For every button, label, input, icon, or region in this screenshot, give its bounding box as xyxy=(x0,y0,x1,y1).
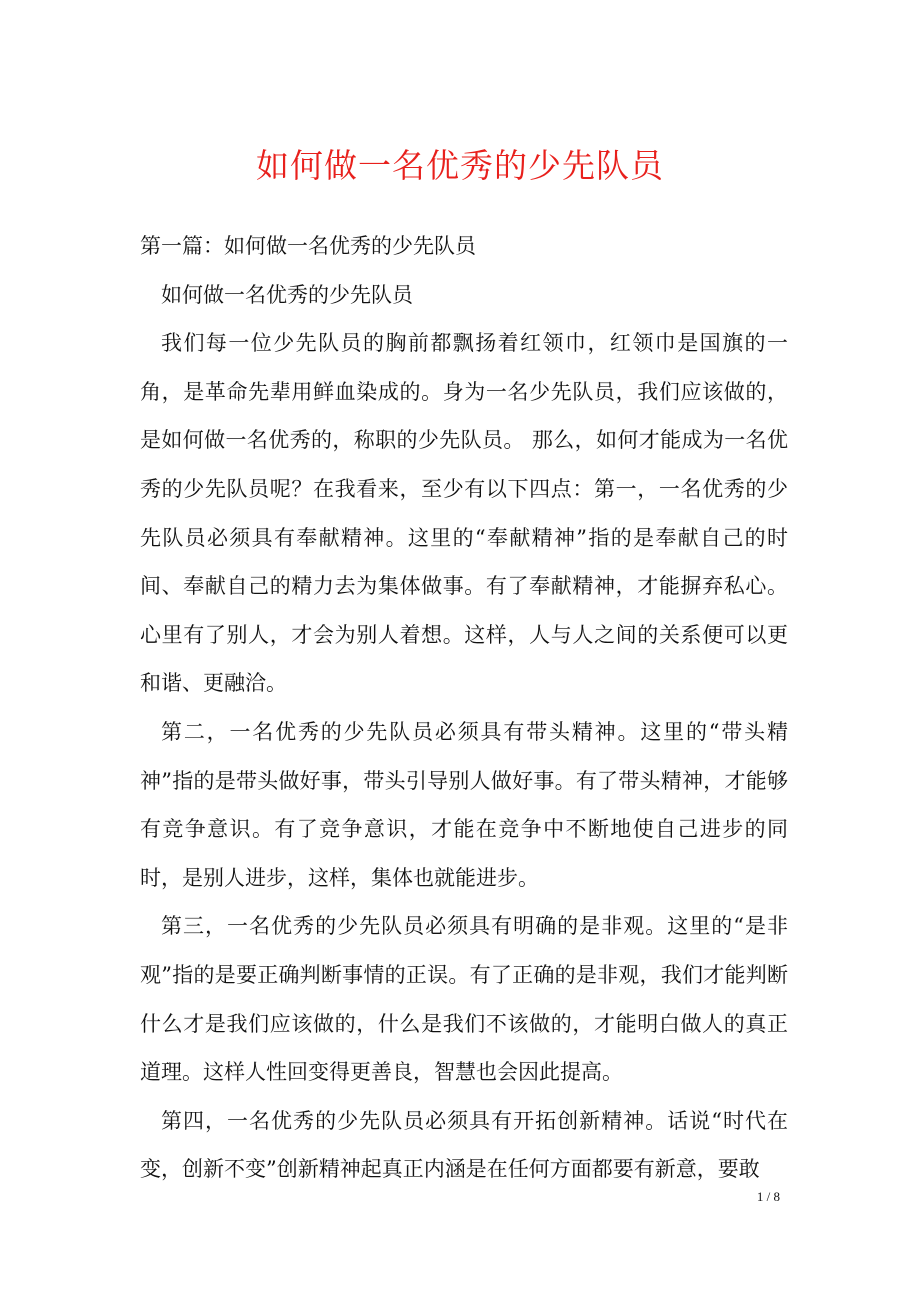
body-paragraph: 第二，一名优秀的少先队员必须具有带头精神。这里的“带头精神”指的是带头做好事，带头引导别人做好事。有了带头精神，才能够有竞争意识。有了竞争意识，才能在竞争中不断地使自己进步的同时，是别人进步，这样，集体也就能进步。 xyxy=(140,719,788,890)
body-paragraph: 第三，一名优秀的少先队员必须具有明确的是非观。这里的“是非观”指的是要正确判断事情的正误。有了正确的是非观，我们才能判断什么才是我们应该做的，什么是我们不该做的，才能明白做人的真正道理。这样人性回变得更善良，智慧也会因此提高。 xyxy=(140,914,788,1085)
page-number: 1 / 8 xyxy=(756,1189,780,1204)
body-paragraph: 我们每一位少先队员的胸前都飘扬着红领巾，红领巾是国旗的一角，是革命先辈用鲜血染成的。身为一名少先队员，我们应该做的，是如何做一名优秀的，称职的少先队员。 那么，如何才能成为一名优秀的少先队员呢？在我看来，至少有以下四点：第一，一名优秀的少先队员必须具有奉献精神。这里的“奉献精神”指的是奉献自己的时间、奉献自己的精力去为集体做事。有了奉献精神，才能摒弃私心。心里有了别人，才会为别人着想。这样，人与人之间的关系便可以更和谐、更融洽。 xyxy=(140,331,788,696)
document-body xyxy=(140,222,788,1194)
body-paragraph: 第四，一名优秀的少先队员必须具有开拓创新精神。话说“时代在变，创新不变”创新精神起真正内涵是在任何方面都要有新意，要敢 xyxy=(140,1108,788,1182)
section-heading: 第一篇：如何做一名优秀的少先队员 xyxy=(140,234,476,258)
document-title: 如何做一名优秀的少先队员 xyxy=(256,146,664,185)
section-subtitle: 如何做一名优秀的少先队员 xyxy=(161,282,413,307)
